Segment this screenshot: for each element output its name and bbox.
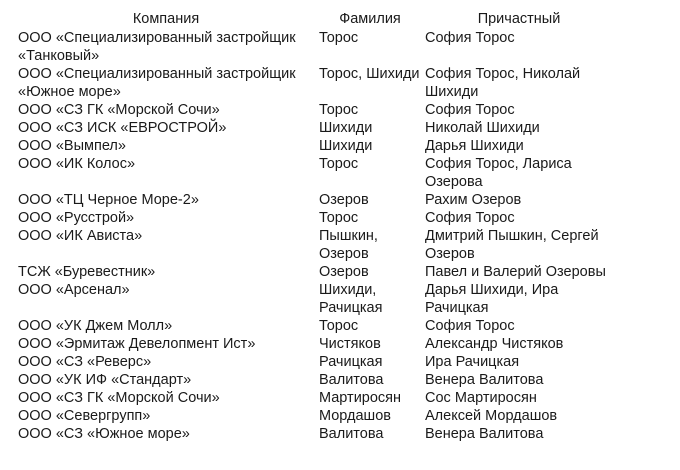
cell-involved: Алексей Мордашов bbox=[425, 408, 558, 424]
table-row bbox=[15, 227, 615, 263]
header-surname: Фамилия bbox=[339, 11, 401, 27]
cell-company: ООО «ИК Колос» bbox=[18, 156, 136, 172]
cell-involved: Дарья Шихиди bbox=[425, 138, 524, 154]
cell-company: ООО «УК ИФ «Стандарт» bbox=[18, 372, 192, 388]
table-row bbox=[15, 281, 615, 317]
cell-surname: Шихиди bbox=[319, 138, 373, 154]
cell-surname: Мордашов bbox=[319, 408, 391, 424]
cell-involved: София Торос bbox=[425, 102, 515, 118]
cell-involved: София Торос bbox=[425, 30, 515, 46]
cell-company: ООО «Специализированный застройщик «Южное море» bbox=[18, 66, 296, 100]
cell-company: ООО «СЗ «Реверс» bbox=[18, 354, 152, 370]
cell-surname: Валитова bbox=[319, 372, 384, 388]
cell-involved: Ира Рачицкая bbox=[425, 354, 520, 370]
cell-surname: Торос bbox=[319, 210, 359, 226]
cell-involved: София Торос bbox=[425, 210, 515, 226]
table-row bbox=[15, 101, 615, 119]
table-row bbox=[15, 155, 615, 191]
table-row bbox=[15, 317, 615, 335]
cell-company: ООО «СЗ ГК «Морской Сочи» bbox=[18, 390, 220, 406]
table-row bbox=[15, 65, 615, 101]
table-row bbox=[15, 137, 615, 155]
cell-company: ООО «Русстрой» bbox=[18, 210, 135, 226]
cell-company: ООО «Специализированный застройщик «Танковый» bbox=[18, 30, 296, 64]
cell-involved: Венера Валитова bbox=[425, 426, 544, 442]
cell-company: ООО «СЗ ИСК «ЕВРОСТРОЙ» bbox=[18, 120, 227, 136]
table-row bbox=[15, 407, 615, 425]
table-header bbox=[15, 10, 615, 29]
cell-involved: Александр Чистяков bbox=[425, 336, 564, 352]
cell-involved: Павел и Валерий Озеровы bbox=[425, 264, 606, 280]
cell-surname: Рачицкая bbox=[319, 354, 383, 370]
cell-surname: Торос bbox=[319, 102, 359, 118]
table-row bbox=[15, 263, 615, 281]
cell-company: ООО «Севергрупп» bbox=[18, 408, 151, 424]
cell-surname: Озеров bbox=[319, 192, 369, 208]
cell-surname: Шихиди, Рачицкая bbox=[319, 282, 383, 316]
table-row bbox=[15, 425, 615, 443]
cell-involved: Дмитрий Пышкин, Сергей Озеров bbox=[425, 228, 599, 262]
cell-surname: Торос, Шихиди bbox=[319, 66, 420, 82]
table-body bbox=[15, 29, 615, 443]
cell-surname: Пышкин, Озеров bbox=[319, 228, 378, 262]
cell-involved: Дарья Шихиди, Ира Рачицкая bbox=[425, 282, 559, 316]
cell-surname: Торос bbox=[319, 30, 359, 46]
cell-surname: Чистяков bbox=[319, 336, 381, 352]
header-row bbox=[15, 10, 615, 29]
table-row bbox=[15, 209, 615, 227]
cell-involved: Рахим Озеров bbox=[425, 192, 522, 208]
cell-involved: София Торос, Лариса Озерова bbox=[425, 156, 572, 190]
cell-involved: Николай Шихиди bbox=[425, 120, 540, 136]
table-row bbox=[15, 191, 615, 209]
table-row bbox=[15, 29, 615, 65]
cell-surname: Мартиросян bbox=[319, 390, 402, 406]
cell-company: ООО «Эрмитаж Девелопмент Ист» bbox=[18, 336, 256, 352]
header-company: Компания bbox=[132, 11, 200, 27]
table-row bbox=[15, 371, 615, 389]
table-row bbox=[15, 353, 615, 371]
cell-surname: Шихиди bbox=[319, 120, 373, 136]
cell-company: ООО «СЗ «Южное море» bbox=[18, 426, 190, 442]
cell-surname: Торос bbox=[319, 156, 359, 172]
header-involved: Причастный bbox=[477, 11, 561, 27]
table-row bbox=[15, 335, 615, 353]
table-row bbox=[15, 389, 615, 407]
cell-company: ООО «ТЦ Черное Море-2» bbox=[18, 192, 199, 208]
cell-involved: София Торос bbox=[425, 318, 515, 334]
cell-involved: Сос Мартиросян bbox=[425, 390, 537, 406]
cell-surname: Озеров bbox=[319, 264, 369, 280]
companies-table bbox=[15, 10, 615, 443]
cell-company: ООО «СЗ ГК «Морской Сочи» bbox=[18, 102, 220, 118]
cell-company: ООО «УК Джем Молл» bbox=[18, 318, 173, 334]
table-row bbox=[15, 119, 615, 137]
cell-surname: Валитова bbox=[319, 426, 384, 442]
cell-company: ТСЖ «Буревестник» bbox=[18, 264, 156, 280]
cell-company: ООО «Вымпел» bbox=[18, 138, 126, 154]
cell-involved: София Торос, Николай Шихиди bbox=[425, 66, 581, 100]
cell-company: ООО «ИК Ависта» bbox=[18, 228, 143, 244]
cell-surname: Торос bbox=[319, 318, 359, 334]
cell-involved: Венера Валитова bbox=[425, 372, 544, 388]
cell-company: ООО «Арсенал» bbox=[18, 282, 130, 298]
